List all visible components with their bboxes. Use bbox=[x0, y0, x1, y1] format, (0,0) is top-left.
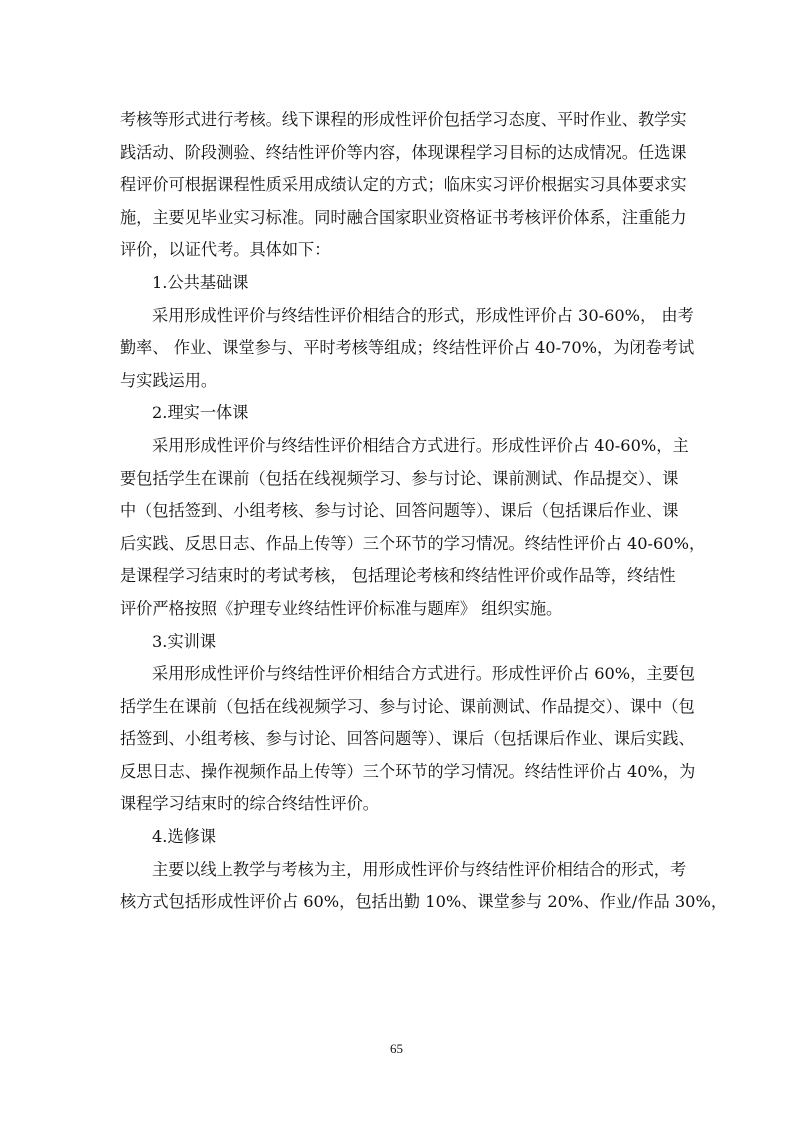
paragraph-line: 括学生在课前（包括在线视频学习、参与讨论、课前测试、作品提交）、课中（包 bbox=[120, 696, 695, 716]
paragraph-line: 与实践运用。 bbox=[120, 370, 218, 390]
paragraph-line: 中（包括签到、小组考核、参与讨论、回答问题等）、课后（包括课后作业、课 bbox=[120, 501, 679, 521]
paragraph-line: 反思日志、操作视频作品上传等）三个环节的学习情况。终结性评价占 40%，为 bbox=[120, 761, 696, 781]
paragraph-line: 程评价可根据课程性质采用成绩认定的方式；临床实习评价根据实习具体要求实 bbox=[120, 175, 687, 195]
paragraph-line: 核方式包括形成性评价占 60%，包括出勤 10%、课堂参与 20%、作业/作品 30%， bbox=[120, 892, 728, 912]
body-text bbox=[120, 104, 728, 919]
paragraph-line: 评价严格按照《护理专业终结性评价标准与题库》 组织实施。 bbox=[120, 598, 563, 618]
paragraph-line: 主要以线上教学与考核为主，用形成性评价与终结性评价相结合的形式，考 bbox=[152, 859, 687, 879]
paragraph-line: 后实践、反思日志、作品上传等）三个环节的学习情况。终结性评价占 40-60%， bbox=[120, 533, 706, 553]
paragraph-line: 采用形成性评价与终结性评价相结合方式进行。形成性评价占 40-60%，主 bbox=[152, 435, 689, 455]
paragraph-line: 勤率、 作业、课堂参与、平时考核等组成；终结性评价占 40-70%，为闭卷考试 bbox=[120, 338, 695, 358]
paragraph-line: 括签到、小组考核、参与讨论、回答问题等）、课后（包括课后作业、课后实践、 bbox=[120, 729, 695, 749]
paragraph-line: 施，主要见毕业实习标准。同时融合国家职业资格证书考核评价体系，注重能力 bbox=[120, 207, 687, 227]
section-heading: 4.选修课 bbox=[152, 827, 217, 847]
section-heading: 2.理实一体课 bbox=[152, 403, 249, 423]
paragraph-line: 采用形成性评价与终结性评价相结合的形式，形成性评价占 30-60%， 由考 bbox=[152, 305, 694, 325]
paragraph-line: 采用形成性评价与终结性评价相结合方式进行。形成性评价占 60%，主要包 bbox=[152, 664, 695, 684]
page-number: 65 bbox=[390, 1041, 403, 1056]
paragraph-line: 是课程学习结束时的考试考核， 包括理论考核和终结性评价或作品等，终结性 bbox=[120, 566, 676, 586]
paragraph-line: 课程学习结束时的综合终结性评价。 bbox=[120, 794, 379, 814]
section-heading: 3.实训课 bbox=[152, 631, 217, 651]
section-heading: 1.公共基础课 bbox=[152, 272, 249, 292]
paragraph-line: 考核等形式进行考核。线下课程的形成性评价包括学习态度、平时作业、教学实 bbox=[120, 110, 687, 129]
paragraph-line: 践活动、阶段测验、终结性评价等内容，体现课程学习目标的达成情况。任选课 bbox=[120, 142, 687, 162]
paragraph-line: 评价，以证代考。具体如下： bbox=[120, 240, 331, 260]
paragraph-line: 要包括学生在课前（包括在线视频学习、参与讨论、课前测试、作品提交）、课 bbox=[120, 468, 679, 488]
